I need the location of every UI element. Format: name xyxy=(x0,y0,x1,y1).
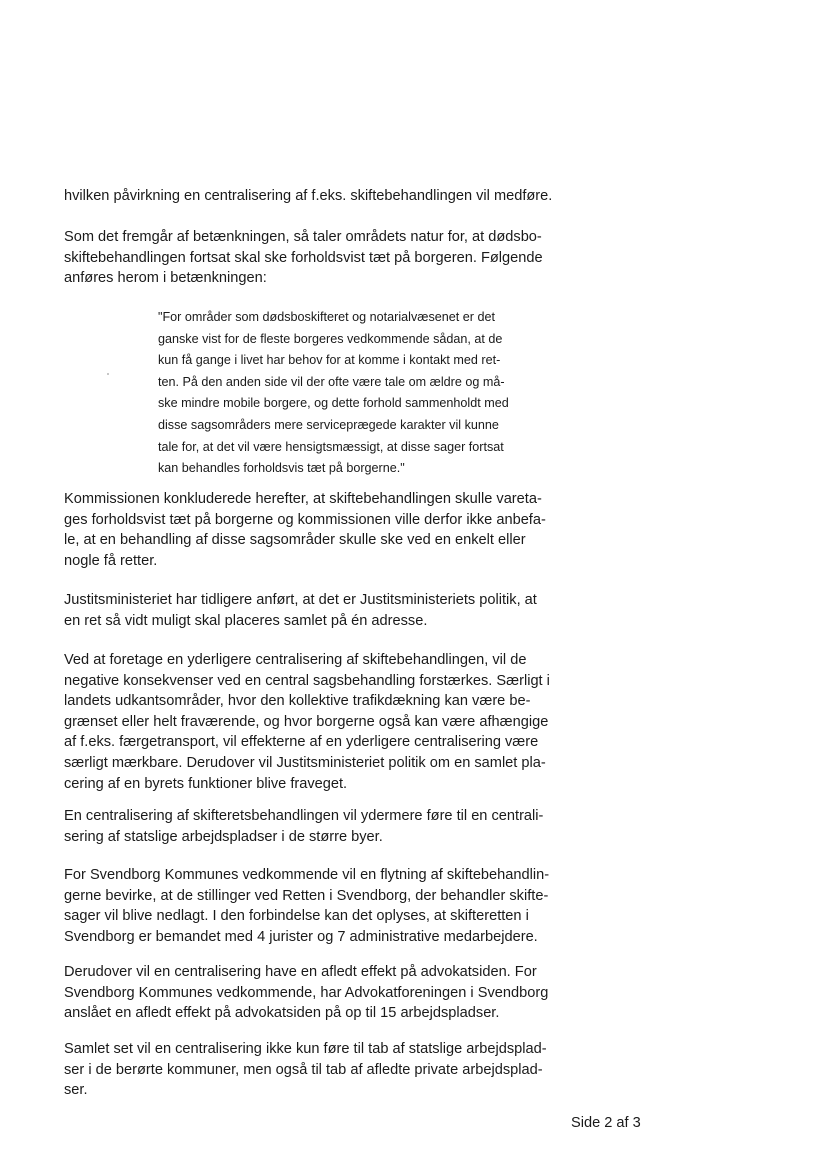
text-line: Samlet set vil en centralisering ikke kun føre til tab af statslige arbejdsplad- xyxy=(64,1041,547,1057)
quote-line: ske mindre mobile borgere, og dette forhold sammenholdt med xyxy=(158,396,509,411)
text-line: landets udkantsområder, hvor den kollektive trafikdækning kan være be- xyxy=(64,693,531,710)
text-line: cering af en byrets funktioner blive fraveget. xyxy=(64,775,348,792)
text-line: Svendborg Kommunes vedkommende, har Advokatforeningen i Svendborg xyxy=(64,984,549,1001)
quote-line: tale for, at det vil være hensigtsmæssigt, at disse sager fortsat xyxy=(158,439,504,454)
quote-line: ten. På den anden side vil der ofte være tale om ældre og må- xyxy=(158,374,505,389)
paragraph-summary xyxy=(64,1039,594,1101)
text-line: skiftebehandlingen fortsat skal ske forholdsvist tæt på borgeren. Følgende xyxy=(64,249,543,266)
text-line: For Svendborg Kommunes vedkommende vil en flytning af skiftebehandlin- xyxy=(64,867,550,883)
quote-line: kan behandles forholdsvis tæt på borgerne." xyxy=(158,461,405,476)
paragraph-state-jobs xyxy=(64,806,594,847)
paragraph-negative-consequences xyxy=(64,650,594,794)
text-line: anslået en afledt effekt på advokatsiden på op til 15 arbejdspladser. xyxy=(64,1005,500,1022)
text-line: af f.eks. færgetransport, vil effekterne af en yderligere centralisering være xyxy=(64,734,539,751)
text-line: Derudover vil en centralisering have en afledt effekt på advokatsiden. For xyxy=(64,964,537,980)
text-line: Som det fremgår af betænkningen, så taler områdets natur for, at dødsbo- xyxy=(64,229,542,245)
paragraph-ministry-policy xyxy=(64,590,594,631)
paragraph-commission-conclusion xyxy=(64,489,594,571)
quote-line: "For områder som dødsboskifteret og notarialvæsenet er det xyxy=(158,310,495,324)
text-line: ges forholdsvist tæt på borgerne og kommissionen ville derfor ikke anbefa- xyxy=(64,511,546,528)
text-line: negative konsekvenser ved en central sagsbehandling forstærkes. Særligt i xyxy=(64,672,550,689)
text-line: anføres herom i betænkningen: xyxy=(64,270,267,287)
scan-speck xyxy=(107,373,109,375)
text-line: Svendborg er bemandet med 4 jurister og 7 administrative medarbejdere. xyxy=(64,928,538,945)
text-line: gerne bevirke, at de stillinger ved Retten i Svendborg, der behandler skifte- xyxy=(64,887,549,904)
quote-line: disse sagsområders mere serviceprægede karakter vil kunne xyxy=(158,417,499,432)
paragraph-svendborg-staff xyxy=(64,865,594,947)
text-line: ser i de berørte kommuner, men også til tab af afledte private arbejdsplad- xyxy=(64,1061,543,1078)
page-number: Side 2 af 3 xyxy=(571,1115,641,1131)
text-line: hvilken påvirkning en centralisering af f.eks. skiftebehandlingen vil medføre. xyxy=(64,188,553,204)
text-line: grænset eller helt fraværende, og hvor borgerne også kan være afhængige xyxy=(64,713,549,730)
paragraph-lawyer-effect xyxy=(64,962,594,1024)
quote-line: kun få gange i livet har behov for at komme i kontakt med ret- xyxy=(158,353,501,368)
text-line: sering af statslige arbejdspladser i de større byer. xyxy=(64,828,383,845)
text-line: sager vil blive nedlagt. I den forbindelse kan det oplyses, at skifteretten i xyxy=(64,908,529,925)
text-line: En centralisering af skifteretsbehandlingen vil ydermere føre til en centrali- xyxy=(64,808,544,824)
paragraph-report-nature xyxy=(64,227,594,289)
text-line: ser. xyxy=(64,1082,88,1099)
text-line: Kommissionen konkluderede herefter, at skiftebehandlingen skulle vareta- xyxy=(64,491,542,507)
text-line: en ret så vidt muligt skal placeres samlet på én adresse. xyxy=(64,612,428,629)
quote-line: ganske vist for de fleste borgeres vedkommende sådan, at de xyxy=(158,331,503,346)
text-line: Justitsministeriet har tidligere anført, at det er Justitsministeriets politik, at xyxy=(64,592,537,608)
paragraph-impact-intro xyxy=(64,186,594,207)
text-line: le, at en behandling af disse sagsområder skulle ske ved en enkelt eller xyxy=(64,532,526,549)
text-line: Ved at foretage en yderligere centralisering af skiftebehandlingen, vil de xyxy=(64,652,527,668)
block-quote xyxy=(158,307,558,480)
text-line: nogle få retter. xyxy=(64,552,158,569)
text-line: særligt mærkbare. Derudover vil Justitsministeriet politik om en samlet pla- xyxy=(64,754,546,771)
